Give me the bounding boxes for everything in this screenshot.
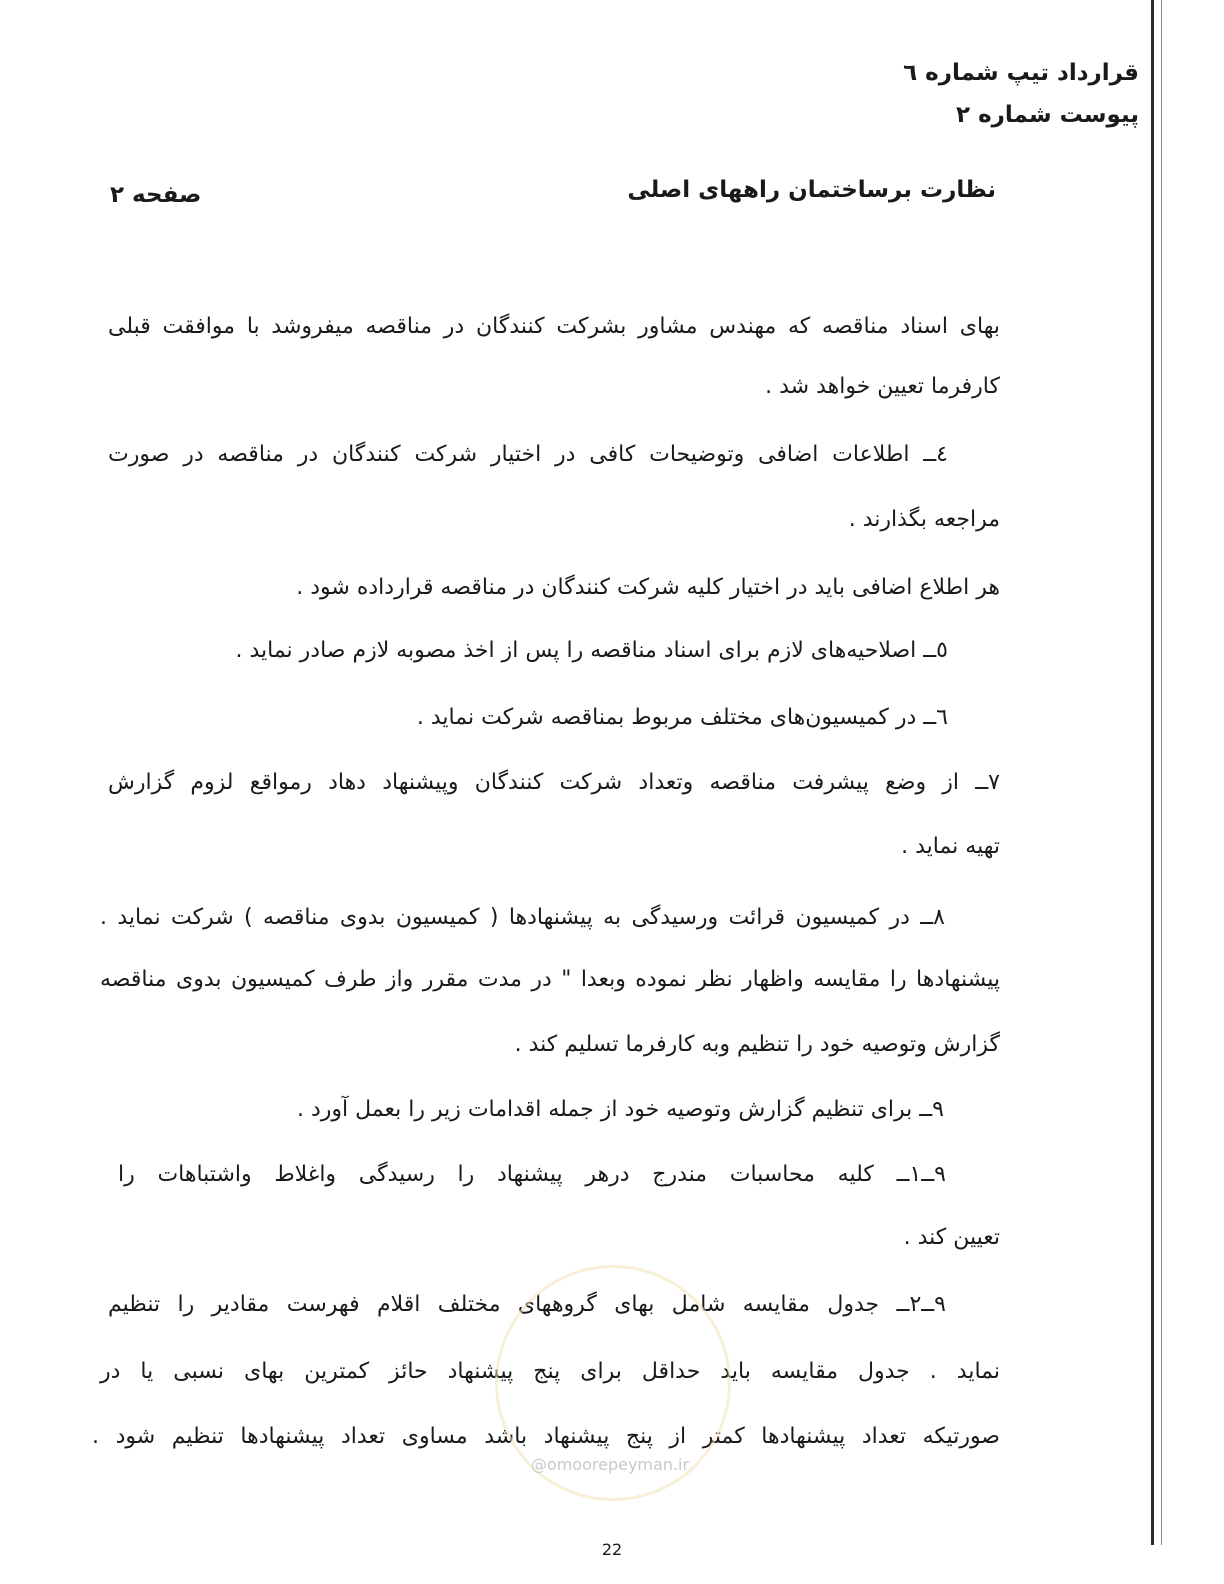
body-line-6: ٥ــ اصلاحیه‌های لازم برای اسناد مناقصه را پس از اخذ مصوبه لازم صادر نماید .: [235, 638, 948, 663]
body-line-4: مراجعه بگذارند .: [848, 507, 1000, 532]
body-line-7: ٦ــ در کمیسیون‌های مختلف مربوط بمناقصه شرکت نماید .: [416, 705, 948, 730]
body-line-12: گزارش وتوصیه خود را تنظیم وبه کارفرما تسلیم کند .: [514, 1032, 1000, 1057]
body-line-13: ٩ــ برای تنظیم گزارش وتوصیه خود از جمله اقدامات زیر را بعمل آورد .: [296, 1097, 944, 1122]
body-line-9: تهیه نماید .: [901, 834, 1000, 859]
body-line-17: نماید . جدول مقایسه باید حداقل برای پنج پیشنهاد حائز کمترین بهای نسبی یا در: [100, 1359, 1000, 1384]
body-line-1: بهای اسناد مناقصه که مهندس مشاور بشرکت کنندگان در مناقصه میفروشد با موافقت قبلی: [108, 314, 1000, 339]
body-line-18: صورتیکه تعداد پیشنهادها کمتر از پنج پیشنهاد باشد مساوی تعداد پیشنهادها تنظیم شود .: [92, 1424, 1000, 1449]
body-line-16: ٩ــ٢ــ جدول مقایسه شامل بهای گروههای مختلف اقلام فهرست مقادیر را تنظیم: [108, 1292, 946, 1317]
page-number: 22: [601, 1540, 623, 1559]
body-line-3: ٤ــ اطلاعات اضافی وتوضیحات کافی در اختیار شرکت کنندگان در مناقصه در صورت: [108, 442, 948, 467]
body-line-10: ٨ــ در کمیسیون قرائت ورسیدگی به پیشنهادها ( کمیسیون بدوی مناقصه ) شرکت نماید .: [100, 905, 945, 930]
contract-type: قرارداد تیپ شماره ٦: [903, 60, 1139, 86]
body-line-5: هر اطلاع اضافی باید در اختیار کلیه شرکت کنندگان در مناقصه قرارداده شود .: [296, 575, 1000, 600]
appendix-label: پیوست شماره ٢: [956, 102, 1139, 128]
watermark-text: @omoorepeyman.ir: [530, 1455, 690, 1474]
body-line-8: ٧ــ از وضع پیشرفت مناقصه وتعداد شرکت کنندگان وپیشنهاد دهاد رمواقع لزوم گزارش: [108, 770, 1000, 795]
body-line-2: کارفرما تعیین خواهد شد .: [765, 374, 1000, 399]
page-label: صفحه ٢: [110, 182, 202, 208]
body-line-14: ٩ــ١ــ کلیه محاسبات مندرج درهر پیشنهاد را رسیدگی واغلاط واشتباهات را: [118, 1162, 946, 1187]
right-margin-rule: [1151, 0, 1154, 1545]
section-title: نظارت برساختمان راههای اصلی: [627, 177, 996, 203]
body-line-11: پیشنهادها را مقایسه واظهار نظر نموده وبعدا " در مدت مقرر واز طرف کمیسیون بدوی مناقصه: [100, 967, 1000, 992]
body-line-15: تعیین کند .: [903, 1225, 1000, 1250]
right-margin-rule-thin: [1161, 0, 1162, 1545]
